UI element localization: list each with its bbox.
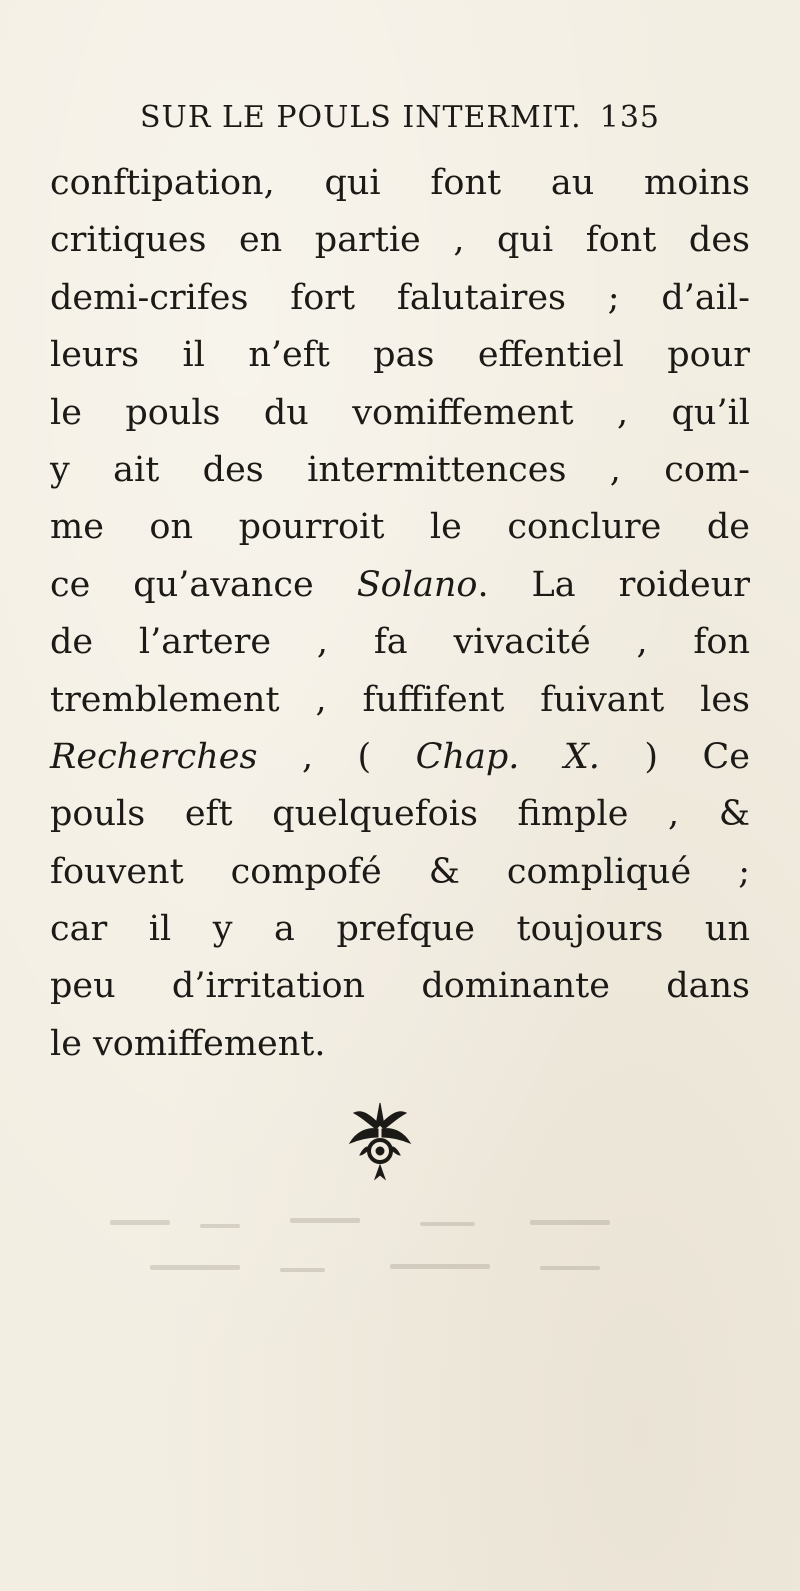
- fleuron-ornament-icon: [340, 1095, 420, 1185]
- text-line: le vomiffement.: [50, 1023, 326, 1064]
- text-line: fouvent compofé & compliqué ;: [50, 851, 750, 892]
- bleed-through-texture: [90, 1180, 710, 1300]
- text-line: car il y a prefque toujours un: [50, 909, 750, 950]
- text-line: critiques en partie , qui font des: [50, 220, 750, 261]
- text-line: demi-crifes fort falutaires ; d’ail-: [50, 277, 750, 318]
- text-line: leurs il n’eft pas effentiel pour: [50, 335, 750, 376]
- running-title: SUR LE POULS INTERMIT.: [140, 100, 582, 135]
- cited-author: Solano: [356, 564, 478, 605]
- page-number: 135: [599, 100, 660, 135]
- text-line: y ait des intermittences , com-: [50, 449, 750, 490]
- chapter-reference: Chap. X.: [415, 736, 600, 777]
- text-line: pouls eft quelquefois fimple , &: [50, 794, 750, 835]
- text-line: conftipation, qui font au moins: [50, 163, 750, 203]
- text-line: peu d’irritation dominante dans: [50, 966, 750, 1007]
- running-head: [140, 100, 660, 152]
- text-line: de l’artere , fa vivacité , fon: [50, 622, 750, 663]
- text-line: le pouls du vomiffement , qu’il: [50, 392, 750, 433]
- text-line: Recherches , ( Chap. X. ) Ce: [50, 736, 750, 777]
- text-line: me on pourroit le conclure de: [50, 507, 750, 548]
- body-paragraph: [50, 155, 750, 1073]
- text-line: tremblement , fuffifent fuivant les: [50, 679, 750, 720]
- cited-work: Recherches: [50, 736, 258, 777]
- text-line: ce qu’avance Solano. La roideur: [50, 564, 750, 605]
